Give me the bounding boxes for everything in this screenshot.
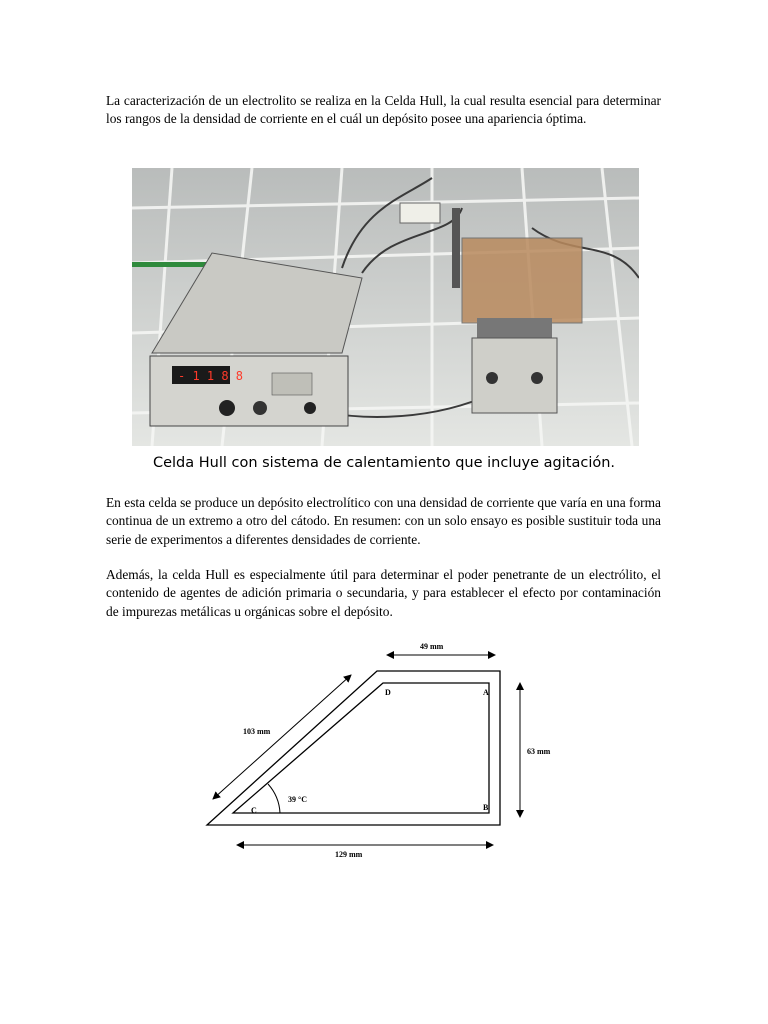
cell-inner-outline: [233, 683, 489, 813]
slant-dimension-label: 103 mm: [243, 727, 271, 736]
right-dimension-label: 63 mm: [527, 747, 551, 756]
description-paragraph: En esta celda se produce un depósito electrolítico con una densidad de corriente que varía en una forma continua de un extremo a otro del cátodo. En resumen: con un solo ensayo es posible sustituir toda una serie de experimentos a diferentes densidades de corriente.: [106, 495, 661, 547]
bottom-dimension-label: 129 mm: [335, 850, 363, 859]
hull-cell-diagram: [195, 635, 575, 865]
corner-a-label: A: [483, 688, 489, 697]
corner-c-label: C: [251, 806, 257, 815]
display-reading: - 1 1 8 8: [178, 369, 244, 383]
corner-d-label: D: [385, 688, 391, 697]
cell-outer-outline: [207, 671, 500, 825]
intro-paragraph: La caracterización de un electrolito se realiza en la Celda Hull, la cual resulta esencial para determinar los rangos de la densidad de corriente en el cuál un depósito posee una apariencia óptima.: [106, 93, 661, 127]
uses-paragraph: Además, la celda Hull es especialmente útil para determinar el poder penetrante de un electrólito, el contenido de agentes de adición primaria o secundaria, y para establecer el efecto por contaminación de impurezas metálicas u orgánicas sobre el depósito.: [106, 567, 661, 619]
top-dimension-label: 49 mm: [420, 642, 444, 651]
angle-label: 39 °C: [288, 795, 307, 804]
photo-caption: Celda Hull con sistema de calentamiento que incluye agitación.: [152, 455, 616, 471]
hull-cell-photo: [132, 168, 639, 446]
corner-b-label: B: [483, 803, 489, 812]
